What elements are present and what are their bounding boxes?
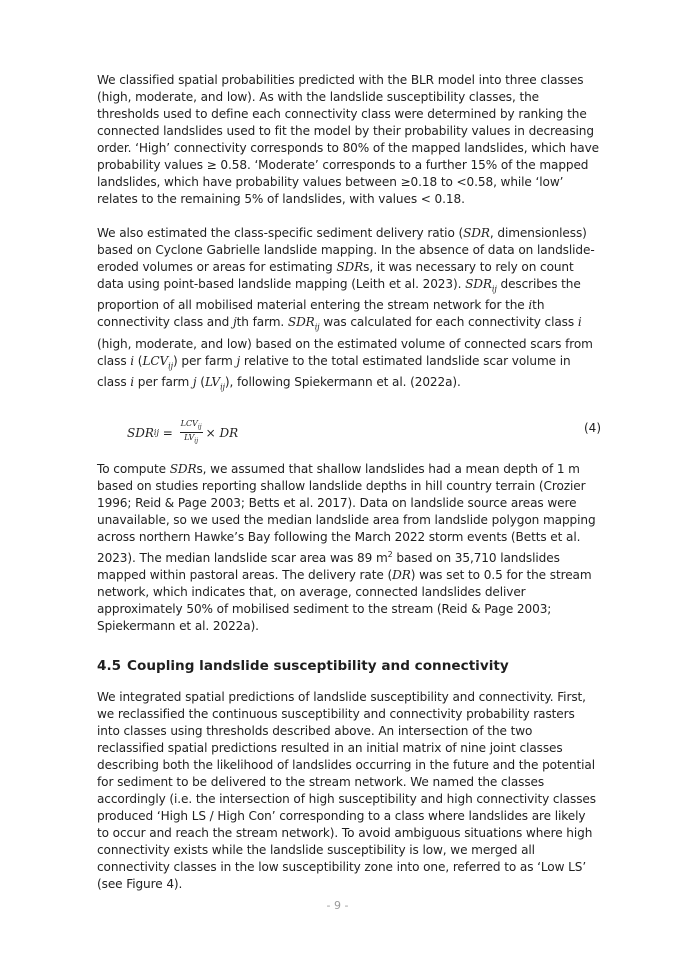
math-j: j: [192, 375, 197, 390]
math-base: LV: [204, 375, 221, 390]
text: per farm: [134, 375, 193, 390]
math-subscript: ij: [314, 322, 320, 332]
paragraph-sdr: [97, 225, 601, 396]
eq-times-dr: × DR: [205, 425, 239, 440]
text: (: [196, 375, 205, 390]
text: describes the proportion of all mobilised material entering the stream network for the: [97, 277, 581, 313]
math-sdr: SDR: [336, 260, 364, 274]
text: We also estimated the class-specific sediment delivery ratio (: [97, 226, 464, 240]
text: was calculated for each connectivity class: [319, 315, 578, 330]
math-sdr-ij: [287, 315, 320, 332]
paragraph-connectivity-classes: We classified spatial probabilities predicted with the BLR model into three classes (high, moderate, and low). As with the landslide susceptibility classes, the thresholds used to define each connectivity class were determined by ranking the connected landslides used to fit the model by their probability values in decreasing order. ‘High’ connectivity corresponds to 80% of the mapped landslides, which have probability values ≥ 0.58. ‘Moderate’ corresponds to a further 15% of the mapped landslides, which have probability values between ≥0.18 to <0.58, while ‘low’ relates to the remaining 5% of landslides, with values < 0.18.: [97, 73, 599, 206]
eq-lhs: SDR: [127, 425, 154, 440]
eq-equals: =: [158, 425, 177, 440]
eq-num-base: LCV: [180, 418, 198, 428]
text: ), following Spiekermann et al. (2022a).: [224, 375, 461, 390]
equation-number: (4): [584, 420, 601, 435]
eq-denominator: [184, 433, 198, 447]
math-lv-ij: [204, 375, 225, 392]
text: To compute: [97, 461, 170, 476]
eq-num-sub: ij: [197, 423, 202, 431]
math-subscript: ij: [168, 361, 173, 371]
text: (high, moderate, and low) based on the estimated volume of connected scars from class: [97, 336, 593, 368]
text: based on 35,710 landslides mapped within pastoral areas. The delivery rate (: [97, 550, 560, 582]
math-i: i: [577, 315, 582, 330]
text: ) per farm: [173, 353, 237, 368]
paragraph-coupling: We integrated spatial predictions of landslide susceptibility and connectivity. First, we reclassified the continuous susceptibility and connectivity probability rasters into classes using thresholds described above. An intersection of the two reclassified spatial predictions resulted in an initial matrix of nine joint classes describing both the likelihood of landslides occurring in the future and the potential for sediment to be delivered to the stream network. We named the classes accordingly (i.e. the intersection of high susceptibility and high connectivity classes produced ‘High LS / High Con’ corresponding to a class where landslides are likely to occur and reach the stream network). To avoid ambiguous situations where high connectivity exists while the landslide susceptibility is low, we merged all connectivity classes in the low susceptibility zone into one, referred to as ‘Low LS’ (see Figure 4).: [97, 689, 596, 891]
text: th connectivity class and: [97, 298, 545, 330]
math-dr: DR: [392, 567, 411, 582]
page-body: [97, 72, 601, 910]
eq-lhs-subscript: ij: [153, 428, 159, 438]
text: ) was set to 0.5 for the stream network, which indicates that, on average, connected landslides deliver approximately 50% of mobilised sediment to the stream (Reid & Page 2003; Spiekermann et al. 2022a).: [97, 567, 592, 633]
math-j: j: [233, 315, 237, 330]
section-heading: [97, 657, 601, 675]
text: relative to the total estimated landslide scar volume in class: [97, 353, 571, 390]
text: s, we assumed that shallow landslides had a mean depth of 1 m based on studies reporting shallow landslide depths in hill country terrain (Crozier 1996; Reid & Page 2003; Betts et al. 2017). Data on landslide source areas were unavailable, so we used the median landslide area from landslide polygon mapping across northern Hawke’s Bay following the March 2022 storm events (Betts et al. 2023). The median landslide scar area was 89 m: [97, 461, 596, 565]
math-base: SDR: [465, 277, 492, 291]
math-sdr-ij: [465, 277, 497, 294]
eq-den-sub: ij: [194, 437, 199, 445]
math-subscript: ij: [220, 382, 225, 392]
math-i: i: [130, 375, 135, 390]
text: th farm.: [236, 315, 288, 330]
eq-numerator: [180, 419, 203, 434]
equation-4: [97, 413, 601, 451]
math-sdr: SDR: [463, 226, 490, 240]
page-number: - 9 -: [326, 899, 349, 912]
paragraph-compute-sdr: [97, 461, 601, 635]
math-base: LCV: [142, 353, 169, 368]
text: (: [134, 353, 143, 368]
section-number: 4.5: [97, 657, 122, 674]
equation-formula: [127, 419, 238, 447]
math-sdr: SDR: [169, 461, 197, 476]
math-i: i: [528, 298, 533, 313]
superscript: 2: [387, 549, 393, 559]
eq-fraction: [180, 419, 203, 447]
eq-den-base: LV: [184, 433, 195, 443]
section-title: Coupling landslide susceptibility and connectivity: [127, 657, 509, 674]
text: s, it was necessary to rely on count data using point-based landslide mapping (Leith et al. 2023).: [97, 260, 574, 291]
text: , dimensionless) based on Cyclone Gabrielle landslide mapping. In the absence of data on landslide-eroded volumes or areas for estimating: [97, 226, 595, 274]
math-lcv-ij: [142, 353, 173, 371]
math-subscript: ij: [491, 284, 497, 294]
math-j: j: [236, 353, 241, 368]
math-i: i: [130, 353, 135, 368]
math-base: SDR: [287, 315, 315, 330]
